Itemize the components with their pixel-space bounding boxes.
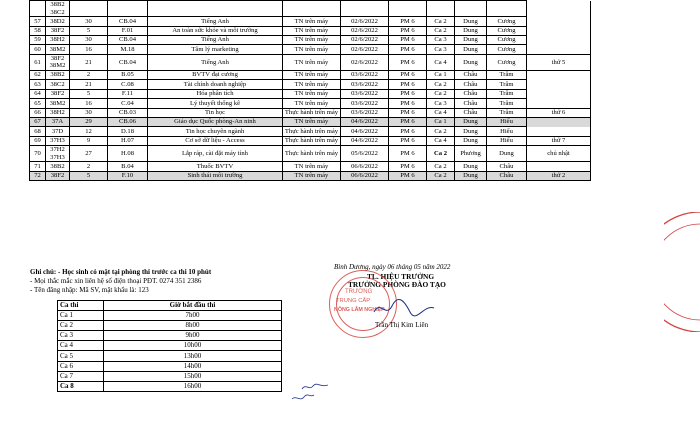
cell-ngay: 04/6/2022 <box>341 136 389 145</box>
shift-start-time: 13h00 <box>104 351 282 361</box>
cell-gv2: Cương <box>487 35 527 44</box>
cell-stt: 62 <box>30 70 46 79</box>
cell-hinhthuc: TN trên máy <box>283 26 341 35</box>
cell-gio: PM 6 <box>389 54 427 70</box>
cell-ngay: 04/6/2022 <box>341 127 389 136</box>
cell-gv1: Dung <box>455 45 487 54</box>
cell-stt: 64 <box>30 89 46 98</box>
cell-ss: 21 <box>70 80 108 89</box>
cell-ca: Ca 2 <box>427 17 455 26</box>
cell-gio: PM 6 <box>389 35 427 44</box>
cell-mon: Tiếng Anh <box>148 17 283 26</box>
cell-lop: 38B2 38C2 <box>46 1 70 17</box>
cell-ca: Ca 2 <box>427 26 455 35</box>
shift-ca: Ca 6 <box>58 361 104 371</box>
schedule-row <box>30 80 591 89</box>
cell-stt: 60 <box>30 45 46 54</box>
cell-ngay: 03/6/2022 <box>341 108 389 117</box>
cell-hinhthuc: TN trên máy <box>283 17 341 26</box>
cell-gv1: Châu <box>455 70 487 79</box>
cell-lop: 38M2 <box>46 45 70 54</box>
cell-hinhthuc: TN trên máy <box>283 89 341 98</box>
cell-ghichu <box>527 45 591 54</box>
shift-ca: Ca 8 <box>58 381 104 391</box>
shift-row <box>58 371 282 381</box>
cell-mon: Tiếng Anh <box>148 54 283 70</box>
cell-phong: H.07 <box>108 136 148 145</box>
cell-lop: 38H2 <box>46 108 70 117</box>
cell-ss: 9 <box>70 136 108 145</box>
shift-start-time: 7h00 <box>104 311 282 321</box>
cell-ghichu: thứ 7 <box>527 136 591 145</box>
cell-ca: Ca 4 <box>427 136 455 145</box>
cell-hinhthuc: Thực hành trên máy <box>283 108 341 117</box>
cell-gv1: Dung <box>455 136 487 145</box>
cell-gio: PM 6 <box>389 80 427 89</box>
schedule-row <box>30 17 591 26</box>
cell-gio: PM 6 <box>389 99 427 108</box>
cell-mon: Lý thuyết thống kê <box>148 99 283 108</box>
cell-ca: Ca 3 <box>427 35 455 44</box>
cell-gio: PM 6 <box>389 108 427 117</box>
cell-lop: 37H3 <box>46 136 70 145</box>
schedule-row <box>30 1 591 17</box>
cell-gv1: Châu <box>455 108 487 117</box>
cell-mon: BVTV đại cương <box>148 70 283 79</box>
cell-gv1: Dung <box>455 26 487 35</box>
cell-ngay: 02/6/2022 <box>341 45 389 54</box>
edge-stamp-fragment <box>664 212 700 332</box>
cell-ghichu: thứ 6 <box>527 108 591 117</box>
cell-phong: C.08 <box>108 80 148 89</box>
cell-lop: 37H2 37H3 <box>46 146 70 162</box>
cell-stt: 70 <box>30 146 46 162</box>
cell-phong: D.18 <box>108 127 148 136</box>
cell-ngay: 03/6/2022 <box>341 70 389 79</box>
cell-lop: 38F2 <box>46 26 70 35</box>
cell-ca: Ca 4 <box>427 54 455 70</box>
cell-ss: 16 <box>70 45 108 54</box>
shift-row <box>58 331 282 341</box>
cell-gv2: Trâm <box>487 70 527 79</box>
stamp-text-1: TRƯỜNG <box>345 289 373 295</box>
cell-mon: Thuốc BVTV <box>148 162 283 171</box>
cell-ca: Ca 2 <box>427 127 455 136</box>
cell-phong: CB.06 <box>108 117 148 126</box>
cell-mon: Tin học <box>148 108 283 117</box>
cell-mon: Lắp ráp, cài đặt máy tính <box>148 146 283 162</box>
cell-mon: An toàn sức khỏe và môi trường <box>148 26 283 35</box>
cell-gv1: Châu <box>455 80 487 89</box>
shift-ca: Ca 1 <box>58 311 104 321</box>
cell-ghichu <box>527 162 591 171</box>
cell-mon: Tâm lý marketing <box>148 45 283 54</box>
cell-lop: 38H2 <box>46 35 70 44</box>
cell-gio: PM 6 <box>389 146 427 162</box>
cell-gv2: Hiếu <box>487 136 527 145</box>
cell-ss: 30 <box>70 17 108 26</box>
cell-ghichu <box>527 17 591 26</box>
shift-start-time: 14h00 <box>104 361 282 371</box>
cell-ghichu: thứ 2 <box>527 171 591 180</box>
cell-phong: B.05 <box>108 70 148 79</box>
cell-ghichu <box>527 35 591 44</box>
cell-ca: Ca 2 <box>427 80 455 89</box>
cell-gv2: Châu <box>487 162 527 171</box>
cell-ss: 27 <box>70 146 108 162</box>
cell-mon: Tin học chuyên ngành <box>148 127 283 136</box>
cell-lop: 37A <box>46 117 70 126</box>
cell-phong: B.04 <box>108 162 148 171</box>
cell-stt <box>30 1 46 17</box>
shift-row <box>58 311 282 321</box>
shift-ca: Ca 3 <box>58 331 104 341</box>
cell-mon: Hóa phân tích <box>148 89 283 98</box>
cell-hinhthuc: TN trên máy <box>283 70 341 79</box>
cell-ngay: 02/6/2022 <box>341 17 389 26</box>
cell-lop: 38F2 <box>46 89 70 98</box>
cell-gio: PM 6 <box>389 136 427 145</box>
cell-gv2: Dung <box>487 146 527 162</box>
cell-ca: Ca 1 <box>427 70 455 79</box>
cell-stt: 72 <box>30 171 46 180</box>
cell-ss <box>70 1 108 17</box>
cell-ca: Ca 3 <box>427 99 455 108</box>
cell-ghichu <box>527 127 591 136</box>
shift-header-ca: Ca thi <box>58 301 104 311</box>
cell-phong <box>108 1 148 17</box>
sign-title-training-head: TRƯỞNG PHÒNG ĐÀO TẠO <box>348 280 446 289</box>
cell-ghichu <box>527 89 591 98</box>
cell-ghichu <box>527 1 591 17</box>
schedule-row <box>30 45 591 54</box>
cell-hinhthuc: TN trên máy <box>283 117 341 126</box>
schedule-row <box>30 146 591 162</box>
shift-ca: Ca 7 <box>58 371 104 381</box>
cell-gv2 <box>487 1 527 17</box>
cell-gv1: Dung <box>455 35 487 44</box>
cell-gio: PM 6 <box>389 26 427 35</box>
sign-date-line: Bình Dương, ngày 06 tháng 05 năm 2022 <box>334 263 451 271</box>
cell-ngay: 03/6/2022 <box>341 99 389 108</box>
cell-ca: Ca 3 <box>427 45 455 54</box>
cell-mon: Sinh thái môi trường <box>148 171 283 180</box>
cell-ghichu: chủ nhật <box>527 146 591 162</box>
note-line-2: - Mọi thắc mắc xin liên hệ số điện thoại PĐT. 0274 351 2386 <box>30 277 202 286</box>
cell-ca <box>427 1 455 17</box>
cell-stt: 69 <box>30 136 46 145</box>
shift-ca: Ca 5 <box>58 351 104 361</box>
cell-ca: Ca 1 <box>427 117 455 126</box>
cell-ghichu <box>527 70 591 79</box>
cell-ca: Ca 2 <box>427 171 455 180</box>
cell-ss: 12 <box>70 127 108 136</box>
cell-ghichu <box>527 117 591 126</box>
cell-gio: PM 6 <box>389 162 427 171</box>
shift-row <box>58 341 282 351</box>
cell-lop: 38M2 <box>46 99 70 108</box>
cell-ngay: 06/6/2022 <box>341 171 389 180</box>
cell-ca: Ca 2 <box>427 89 455 98</box>
schedule-row <box>30 70 591 79</box>
cell-stt: 68 <box>30 127 46 136</box>
cell-gv2: Hiếu <box>487 117 527 126</box>
note-line-3: - Tên đăng nhập: Mã SV, mật khẩu là: 123 <box>30 286 149 295</box>
note-line-1: Ghi chú: - Học sinh có mặt tại phòng thi trước ca thi 10 phút <box>30 268 212 276</box>
cell-mon: Cơ sở dữ liệu - Access <box>148 136 283 145</box>
shift-header-time: Giờ bắt đầu thi <box>104 301 282 311</box>
cell-gv1 <box>455 1 487 17</box>
cell-gv1: Châu <box>455 89 487 98</box>
cell-hinhthuc: TN trên máy <box>283 80 341 89</box>
cell-hinhthuc: TN trên máy <box>283 162 341 171</box>
shift-start-time: 16h00 <box>104 381 282 391</box>
cell-hinhthuc: TN trên máy <box>283 54 341 70</box>
cell-gio: PM 6 <box>389 127 427 136</box>
cell-gv1: Dung <box>455 17 487 26</box>
cell-ghichu <box>527 99 591 108</box>
cell-ngay: 02/6/2022 <box>341 54 389 70</box>
cell-mon <box>148 1 283 17</box>
cell-stt: 61 <box>30 54 46 70</box>
cell-gv2: Trâm <box>487 108 527 117</box>
cell-phong: F.10 <box>108 171 148 180</box>
schedule-row <box>30 35 591 44</box>
cell-lop: 38C2 <box>46 80 70 89</box>
shift-start-time: 9h00 <box>104 331 282 341</box>
cell-phong: H.08 <box>108 146 148 162</box>
notes-block <box>30 268 211 296</box>
stamp-text-2: TRUNG CẤP <box>336 298 371 304</box>
cell-ghichu <box>527 80 591 89</box>
cell-gv2: Cương <box>487 45 527 54</box>
schedule-row <box>30 162 591 171</box>
cell-stt: 67 <box>30 117 46 126</box>
cell-ghichu: thứ 5 <box>527 54 591 70</box>
shift-start-time: 8h00 <box>104 321 282 331</box>
cell-gio <box>389 1 427 17</box>
cell-gv1: Phương <box>455 146 487 162</box>
schedule-row <box>30 89 591 98</box>
cell-lop: 38D2 <box>46 17 70 26</box>
cell-gio: PM 6 <box>389 70 427 79</box>
cell-gv1: Dung <box>455 171 487 180</box>
cell-phong: CB.03 <box>108 108 148 117</box>
cell-gv2: Châu <box>487 171 527 180</box>
cell-ngay: 03/6/2022 <box>341 80 389 89</box>
schedule-row <box>30 108 591 117</box>
cell-stt: 66 <box>30 108 46 117</box>
cell-gv1: Châu <box>455 99 487 108</box>
cell-hinhthuc: TN trên máy <box>283 171 341 180</box>
handwritten-signature <box>370 296 440 320</box>
schedule-row <box>30 117 591 126</box>
cell-gio: PM 6 <box>389 117 427 126</box>
cell-ghichu <box>527 26 591 35</box>
cell-mon: Tiếng Anh <box>148 35 283 44</box>
cell-ngay: 02/6/2022 <box>341 26 389 35</box>
schedule-row <box>30 136 591 145</box>
cell-gv1: Dung <box>455 54 487 70</box>
cell-ss: 5 <box>70 171 108 180</box>
cell-phong: CB.04 <box>108 54 148 70</box>
shift-start-time: 15h00 <box>104 371 282 381</box>
cell-phong: C.04 <box>108 99 148 108</box>
cell-ngay <box>341 1 389 17</box>
cell-ss: 30 <box>70 35 108 44</box>
cell-ca: Ca 2 <box>427 146 455 162</box>
cell-phong: F.01 <box>108 26 148 35</box>
cell-ngay: 05/6/2022 <box>341 146 389 162</box>
shift-row <box>58 321 282 331</box>
initial-mark-1 <box>300 382 330 392</box>
cell-ca: Ca 2 <box>427 162 455 171</box>
cell-stt: 63 <box>30 80 46 89</box>
cell-stt: 58 <box>30 26 46 35</box>
cell-hinhthuc: TN trên máy <box>283 99 341 108</box>
schedule-row <box>30 99 591 108</box>
cell-hinhthuc: Thực hành trên máy <box>283 146 341 162</box>
cell-gv2: Trâm <box>487 80 527 89</box>
cell-phong: CB.04 <box>108 35 148 44</box>
cell-ss: 5 <box>70 89 108 98</box>
cell-gv2: Trâm <box>487 89 527 98</box>
cell-gv2: Trâm <box>487 99 527 108</box>
cell-ss: 5 <box>70 26 108 35</box>
cell-ss: 21 <box>70 54 108 70</box>
cell-stt: 71 <box>30 162 46 171</box>
cell-hinhthuc: Thực hành trên máy <box>283 136 341 145</box>
cell-ss: 2 <box>70 70 108 79</box>
shift-row <box>58 351 282 361</box>
cell-ss: 30 <box>70 108 108 117</box>
cell-lop: 38B2 <box>46 70 70 79</box>
cell-ss: 2 <box>70 162 108 171</box>
cell-lop: 38F2 38M2 <box>46 54 70 70</box>
cell-mon: Giáo dục Quốc phòng-An ninh <box>148 117 283 126</box>
cell-ss: 16 <box>70 99 108 108</box>
schedule-row <box>30 26 591 35</box>
cell-stt: 65 <box>30 99 46 108</box>
cell-hinhthuc: TN trên máy <box>283 35 341 44</box>
cell-stt: 59 <box>30 35 46 44</box>
signer-name: Trần Thị Kim Liên <box>375 321 429 329</box>
cell-ngay: 02/6/2022 <box>341 35 389 44</box>
cell-ca: Ca 4 <box>427 108 455 117</box>
shift-table-header <box>58 301 282 311</box>
exam-schedule-table <box>29 0 591 181</box>
cell-ss: 29 <box>70 117 108 126</box>
shift-start-time: 10h00 <box>104 341 282 351</box>
cell-gv2: Cương <box>487 54 527 70</box>
schedule-row <box>30 171 591 180</box>
cell-stt: 57 <box>30 17 46 26</box>
stamp-text-3: NÔNG LÂM NGHIỆP <box>334 307 385 313</box>
cell-lop: 37D <box>46 127 70 136</box>
schedule-row <box>30 127 591 136</box>
cell-lop: 38F2 <box>46 171 70 180</box>
cell-phong: CB.04 <box>108 17 148 26</box>
cell-phong: F.11 <box>108 89 148 98</box>
cell-ngay: 06/6/2022 <box>341 162 389 171</box>
cell-gio: PM 6 <box>389 17 427 26</box>
initial-mark-2 <box>290 393 316 403</box>
cell-hinhthuc: TN trên máy <box>283 45 341 54</box>
shift-row <box>58 381 282 391</box>
cell-gv1: Dung <box>455 117 487 126</box>
cell-gv2: Cương <box>487 26 527 35</box>
cell-gv1: Dung <box>455 162 487 171</box>
cell-gv1: Dung <box>455 127 487 136</box>
cell-lop: 38B2 <box>46 162 70 171</box>
cell-gv2: Cương <box>487 17 527 26</box>
exam-shift-table <box>57 300 282 392</box>
cell-hinhthuc <box>283 1 341 17</box>
cell-mon: Tài chính doanh nghiệp <box>148 80 283 89</box>
shift-row <box>58 361 282 371</box>
shift-ca: Ca 4 <box>58 341 104 351</box>
cell-phong: M.18 <box>108 45 148 54</box>
cell-gio: PM 6 <box>389 89 427 98</box>
cell-gio: PM 6 <box>389 45 427 54</box>
schedule-row <box>30 54 591 70</box>
sign-title-principal: TL. HIỆU TRƯỞNG <box>367 272 435 281</box>
cell-gv2: Hiếu <box>487 127 527 136</box>
shift-ca: Ca 2 <box>58 321 104 331</box>
cell-ngay: 04/6/2022 <box>341 117 389 126</box>
cell-hinhthuc: Thực hành trên máy <box>283 127 341 136</box>
cell-gio: PM 6 <box>389 171 427 180</box>
cell-ngay: 03/6/2022 <box>341 89 389 98</box>
